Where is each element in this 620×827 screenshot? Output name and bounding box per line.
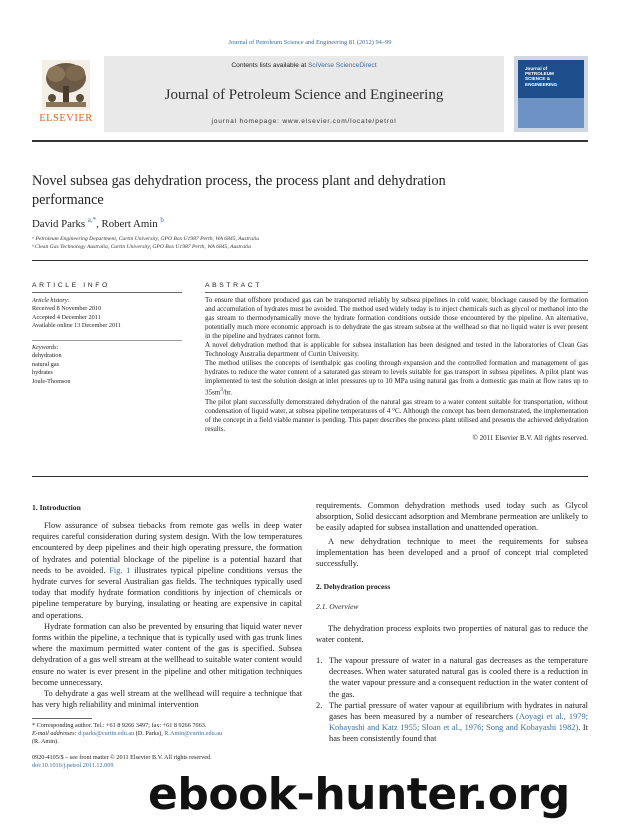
journal-reference[interactable]: Journal of Petroleum Science and Engineering 81 (2012) 94–99: [228, 39, 392, 46]
journal-homepage[interactable]: journal homepage: www.elsevier.com/locate/petrol: [211, 118, 397, 125]
email-label: E-mail addresses:: [32, 730, 79, 737]
author-separator: ,: [96, 218, 102, 230]
paragraph: Hydrate formation can also be prevented by ensuring that liquid water never forms within the pipeline, a technique that is typically used with gas trunk lines where the maximum permitted water content of the gas is specified. Subsea dehydration of a gas well stream at the wellhead to suitable water content would ensure no water is ever present in the pipeline and other mitigation techniques become unnecessary.: [32, 621, 302, 687]
abstract-text: /hr.: [222, 388, 232, 397]
citation-link[interactable]: (Aoyagi et al., 1979; Kobayashi and Katz 1955; Sloan et al., 1976; Song and Kobayashi 1982): [329, 712, 588, 733]
author-amin-affil[interactable]: b: [160, 216, 164, 224]
paragraph: requirements. Common dehydration methods used today such as Glycol absorption, Solid desiccant adsorption and Membrane permeation are unlikely to be easily adapted for subsea installation and unattended operation.: [316, 501, 588, 533]
keyword[interactable]: hydrates: [32, 369, 53, 377]
paragraph: To dehydrate a gas well stream at the wellhead will require a technique that has very high reliability and minimal intervention: [32, 689, 302, 710]
journal-banner: [104, 56, 504, 132]
affiliation-b: ᵇ Clean Gas Technology Australia, Curtin University, GPO Box U1987 Perth, WA 6845, Australia: [32, 244, 251, 250]
issn-line: 0920-4105/$ – see front matter © 2011 Elsevier B.V. All rights reserved.: [32, 754, 212, 761]
list-item: [316, 700, 588, 745]
list-text: [329, 700, 588, 745]
history-label: Article history:: [32, 297, 70, 304]
section-2-heading: 2. Dehydration process: [316, 582, 391, 592]
list-text-part: The partial pressure of water vapour at equilibrium with hydrates in natural gases has been measured by a number of researchers: [329, 700, 588, 722]
journal-title: Journal of Petroleum Science and Engineering: [164, 87, 444, 103]
keyword[interactable]: dehydration: [32, 352, 62, 360]
left-column: [32, 520, 302, 710]
author-line: [32, 216, 164, 230]
abstract-body: [205, 296, 588, 443]
paragraph-text: Flow assurance of subsea tiebacks from remote gas wells in deep water requires careful consideration during system design. With the low temperatures encountered by deep pipelines and their high operating pressure, the formation of hydrates and potential blockage of the pipeline is a potential hazard that needs to be avoided.: [32, 521, 302, 575]
author-parks[interactable]: David Parks: [32, 218, 86, 230]
abstract-paragraph: [205, 359, 588, 398]
keyword[interactable]: Joule-Thomson: [32, 377, 71, 385]
fig-1-link[interactable]: Fig. 1: [109, 565, 131, 575]
copyright: © 2011 Elsevier B.V. All rights reserved.: [472, 434, 588, 443]
footnote-rule: [32, 718, 92, 719]
abstract-paragraph: To ensure that offshore produced gas can be transported reliably by subsea pipelines in cold water, blockage caused by the formation and accumulation of hydrates must be avoided. The method used widely today is to inject chemicals such as glycol or methanol into the gas stream to thermodynamically move the hydrate formation conditions outside those encountered by the pipeline. An alternative, potentially much more economic approach is to dehydrate the gas stream subsea at the wellhead so that no liquid water is ever present in the pipeline and hydrates cannot form.: [205, 296, 588, 341]
elsevier-tree-icon: [42, 60, 90, 110]
footnotes: [32, 722, 302, 770]
abstract-paragraph: The pilot plant successfully demonstrated dehydration of the natural gas stream to a water content suitable for transportation, without condensation of liquid water, at subsea pipeline temperatures of 4 °C. Although the concept has been demonstrated, the implementation of the concept in a field viable manner is pending. This paper describes the process plant utilised and presents the achieved dehydration results.: [205, 397, 588, 433]
list-number: 1.: [316, 656, 323, 666]
keywords-label: Keywords:: [32, 344, 59, 351]
cover-title: [525, 66, 583, 87]
elsevier-logo[interactable]: [32, 56, 100, 132]
article-history: [32, 297, 182, 331]
info-rule: [32, 292, 182, 293]
cover-band: [518, 98, 584, 128]
sciencedirect-link[interactable]: SciVerse ScienceDirect: [308, 62, 377, 69]
contents-prefix: Contents lists available at: [231, 62, 309, 69]
right-column: [316, 500, 588, 745]
publisher-name: ELSEVIER: [39, 113, 93, 124]
cover-image: [518, 60, 584, 128]
email-owner-amin: (R. Amin).: [32, 738, 59, 745]
history-rule: [32, 340, 182, 341]
email-line: [32, 730, 302, 738]
keyword[interactable]: natural gas: [32, 360, 59, 368]
cover-line: PETROLEUM: [525, 71, 554, 77]
abstract-divider: [32, 476, 588, 477]
keywords-block: [32, 344, 182, 386]
abstract-rule: [205, 292, 588, 293]
author-amin[interactable]: Robert Amin: [101, 218, 158, 230]
cover-line: ENGINEERING: [525, 81, 558, 87]
paragraph: A new dehydration technique to meet the requirements for subsea implementation has been developed and a proof of concept trial completed successfully.: [316, 536, 588, 569]
subsection-heading: 2.1. Overview: [316, 602, 359, 612]
list-text-part: . It has been consistently found that: [329, 723, 588, 744]
watermark: ebook-hunter.org: [148, 769, 570, 820]
cover-line: Journal of: [525, 66, 548, 71]
affiliation-divider: [32, 260, 588, 261]
article-title: Novel subsea gas dehydration process, the process plant and dehydration performance: [32, 173, 446, 208]
cover-line: SCIENCE &: [525, 76, 551, 82]
email-amin[interactable]: R.Amin@curtin.edu.au: [164, 730, 223, 737]
received-date: Received 8 November 2010: [32, 305, 102, 313]
doi-link[interactable]: doi:10.1016/j.petrol.2011.12.009: [32, 762, 114, 769]
author-parks-affil[interactable]: a,: [87, 216, 93, 224]
corresponding-star[interactable]: *: [92, 216, 97, 224]
list-text: The vapour pressure of water in a natural gas decreases as the temperature decreases. When water saturated natural gas is cooled there is a reduction in the water vapour pressure and a consequent reduction in the water content of the gas.: [329, 656, 588, 699]
list-number: 2.: [316, 700, 323, 710]
paragraph-text: illustrates typical pipeline conditions versus the hydrate curves for several Australian gas fields. The techniques typically used today that modify hydrate formation conditions by injection of chemicals or pipeline temperature by burying, insulating or heating are expensive in capital and operations.: [32, 565, 302, 620]
paragraph: The dehydration process exploits two properties of natural gas to reduce the water content.: [316, 623, 588, 644]
article-info-heading: ARTICLE INFO: [32, 282, 110, 289]
superscript: 3: [220, 388, 223, 394]
abstract-heading: ABSTRACT: [205, 282, 263, 289]
email-owner: (D. Parks),: [134, 730, 165, 737]
contents-line: [104, 62, 504, 69]
paragraph: [32, 520, 302, 621]
list-item: [316, 655, 588, 700]
section-1-heading: 1. Introduction: [32, 503, 81, 512]
accepted-date: Accepted 4 December 2011: [32, 313, 101, 321]
corresponding-author: * Corresponding author. Tel.: +61 8 9266 3497; fax: +61 8 9266 7063.: [32, 722, 207, 729]
header-divider: [32, 140, 588, 142]
abstract-text: The method utilises the concepts of isenthalpic gas cooling through expansion and the controlled formation and management of gas hydrates to reduce the water content of a saturated gas stream to levels suitable for gas transport in subsea pipelines. A pilot plant was implemented to test the solution design at inlet pressures up to 10 MPa using natural gas from a domestic gas main at flow rates up to 35sm: [205, 359, 588, 397]
affiliation-a: ᵃ Petroleum Engineering Department, Curtin University, GPO Box U1987 Perth, WA 6845, Australia: [32, 236, 260, 242]
online-date: Available online 13 December 2011: [32, 322, 121, 330]
email-parks[interactable]: d.parks@curtin.edu.au: [78, 730, 135, 737]
journal-cover[interactable]: [514, 56, 588, 132]
abstract-paragraph: A novel dehydration method that is applicable for subsea installation has been designed and tested in the laboratories of Clean Gas Technology Australia department of Curtin University.: [205, 341, 588, 359]
